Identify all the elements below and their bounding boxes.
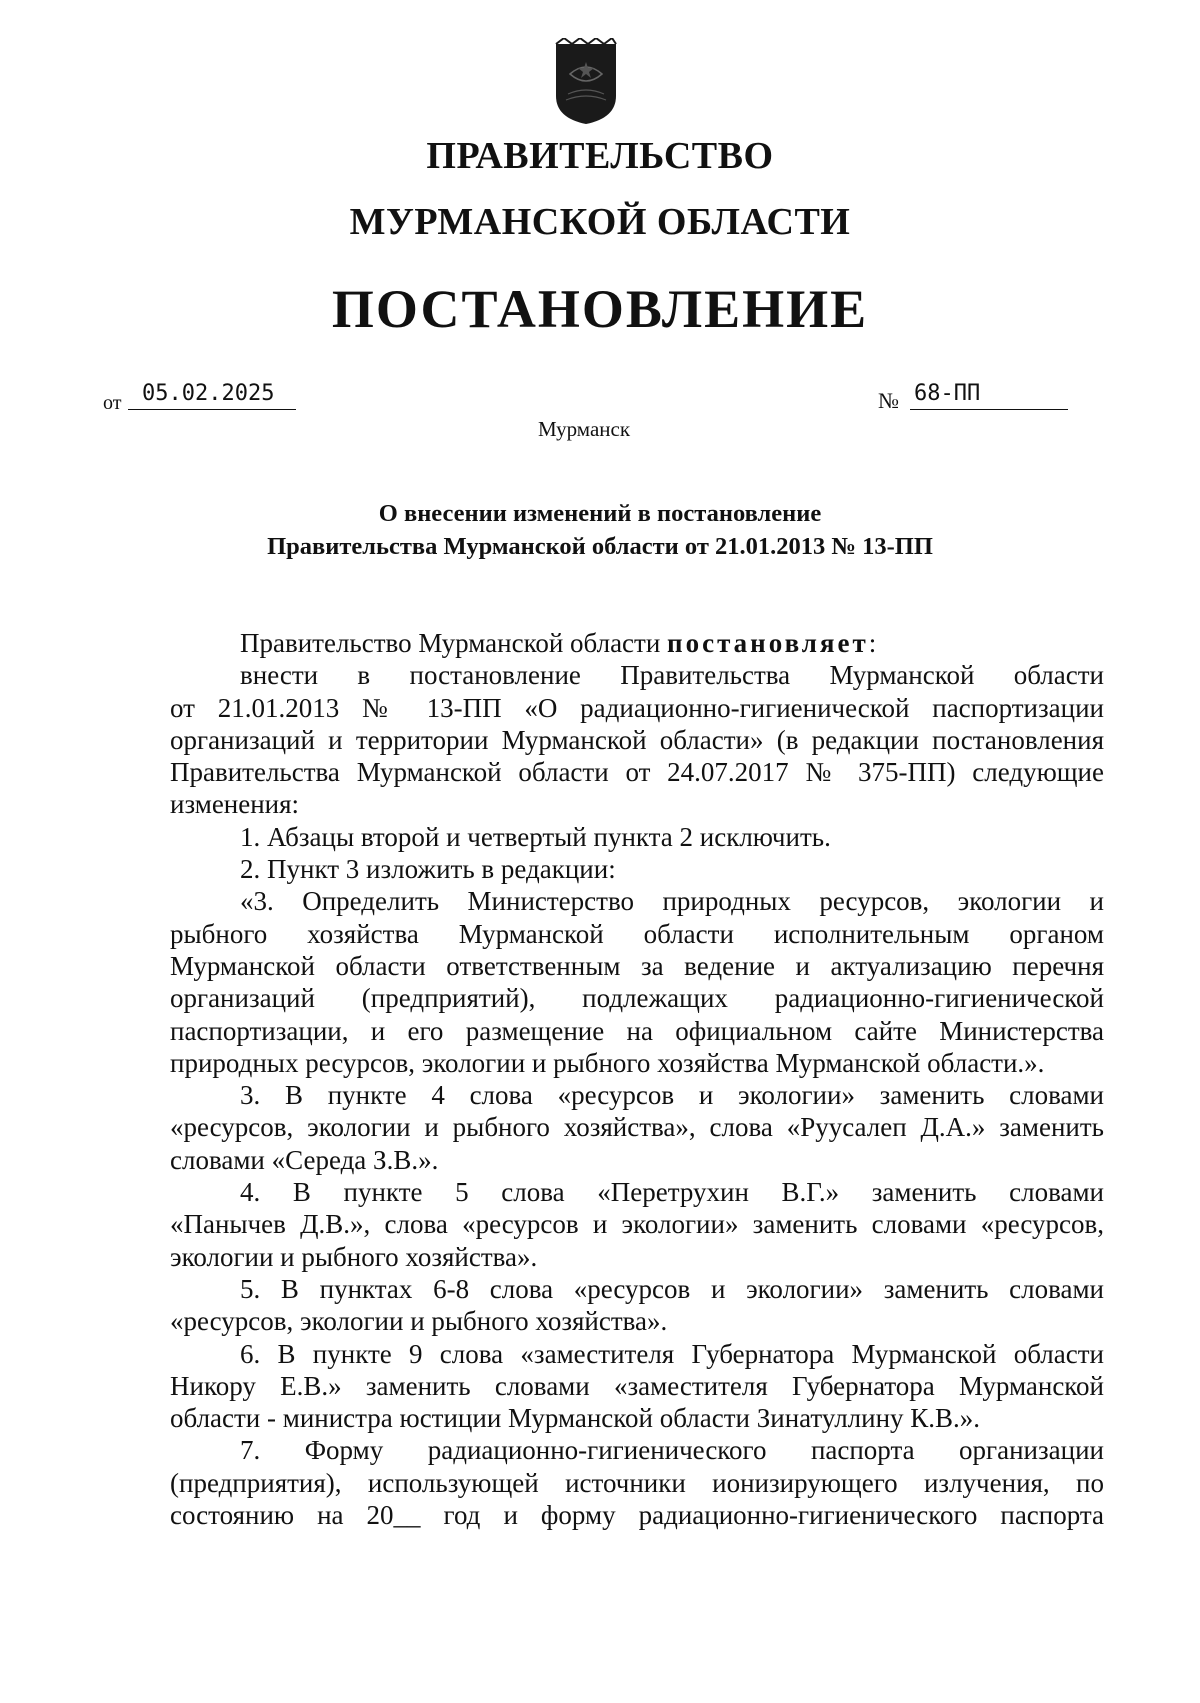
body-line: «ресурсов, экологии и рыбного хозяйства», слова «Руусалеп Д.А.» заменить [170, 1112, 1104, 1143]
body-line: 7. Форму радиационно-гигиенического паспорта организации [240, 1435, 1104, 1466]
body-line: (предприятия), использующей источники ионизирующего излучения, по [170, 1467, 1104, 1498]
date-prefix: от [103, 392, 122, 414]
document-type-heading: ПОСТАНОВЛЕНИЕ [331, 279, 869, 339]
body-line: организаций и территории Мурманской области» (в редакции постановления [170, 724, 1104, 755]
preamble-verb: постановляет [667, 628, 869, 658]
body-line: Никору Е.В.» заменить словами «заместителя Губернатора Мурманской [170, 1370, 1104, 1401]
body-line: «ресурсов, экологии и рыбного хозяйства». [170, 1306, 668, 1337]
document-body [170, 627, 1104, 1531]
body-line: природных ресурсов, экологии и рыбного хозяйства Мурманской области.». [170, 1047, 1045, 1078]
body-line: 2. Пункт 3 изложить в редакции: [240, 854, 616, 885]
document-number: 68-ПП [910, 380, 1068, 410]
body-line: «Панычев Д.В.», слова «ресурсов и экологии» заменить словами «ресурсов, [170, 1209, 1104, 1240]
body-line: Мурманской области ответственным за ведение и актуализацию перечня [170, 950, 1104, 981]
body-line: Правительства Мурманской области от 24.07.2017 № 375-ПП) следующие [170, 757, 1104, 788]
body-line: «3. Определить Министерство природных ресурсов, экологии и [240, 886, 1104, 917]
body-line: внести в постановление Правительства Мурманской области [240, 660, 1104, 691]
city-name: Мурманск [537, 417, 631, 441]
body-line: 3. В пункте 4 слова «ресурсов и экологии» заменить словами [240, 1080, 1104, 1111]
preamble-colon: : [868, 628, 877, 658]
body-line: организаций (предприятий), подлежащих радиационно-гигиенической [170, 983, 1104, 1014]
document-title-line2: Правительства Мурманской области от 21.01.2013 № 13-ПП [267, 533, 933, 560]
body-line: 4. В пункте 5 слова «Перетрухин В.Г.» заменить словами [240, 1177, 1104, 1208]
number-prefix: № [878, 388, 899, 413]
body-line: 6. В пункте 9 слова «заместителя Губернатора Мурманской области [240, 1338, 1104, 1369]
body-line: экологии и рыбного хозяйства». [170, 1241, 538, 1272]
body-line: словами «Середа З.В.». [170, 1144, 439, 1175]
government-name-line1: ПРАВИТЕЛЬСТВО [426, 135, 774, 177]
body-line: паспортизации, и его размещение на официальном сайте Министерства [170, 1015, 1104, 1046]
government-name-line2: МУРМАНСКОЙ ОБЛАСТИ [349, 201, 851, 243]
coat-of-arms-emblem [552, 38, 620, 126]
document-title-line1: О внесении изменений в постановление [378, 500, 822, 527]
body-line: 1. Абзацы второй и четвертый пункта 2 исключить. [240, 821, 831, 852]
body-line: изменения: [170, 789, 300, 820]
document-date: 05.02.2025 [128, 380, 296, 410]
body-line: области - министра юстиции Мурманской области Зинатуллину К.В.». [170, 1403, 981, 1434]
preamble-line [170, 627, 1104, 659]
body-line: 5. В пунктах 6-8 слова «ресурсов и экологии» заменить словами [240, 1273, 1104, 1304]
preamble-subject: Правительство Мурманской области [240, 628, 668, 658]
body-line: состоянию на 20__ год и форму радиационно-гигиенического паспорта [170, 1500, 1104, 1531]
body-line: рыбного хозяйства Мурманской области исполнительным органом [170, 918, 1104, 949]
body-line: от 21.01.2013 № 13-ПП «О радиационно-гигиенической паспортизации [170, 692, 1104, 723]
